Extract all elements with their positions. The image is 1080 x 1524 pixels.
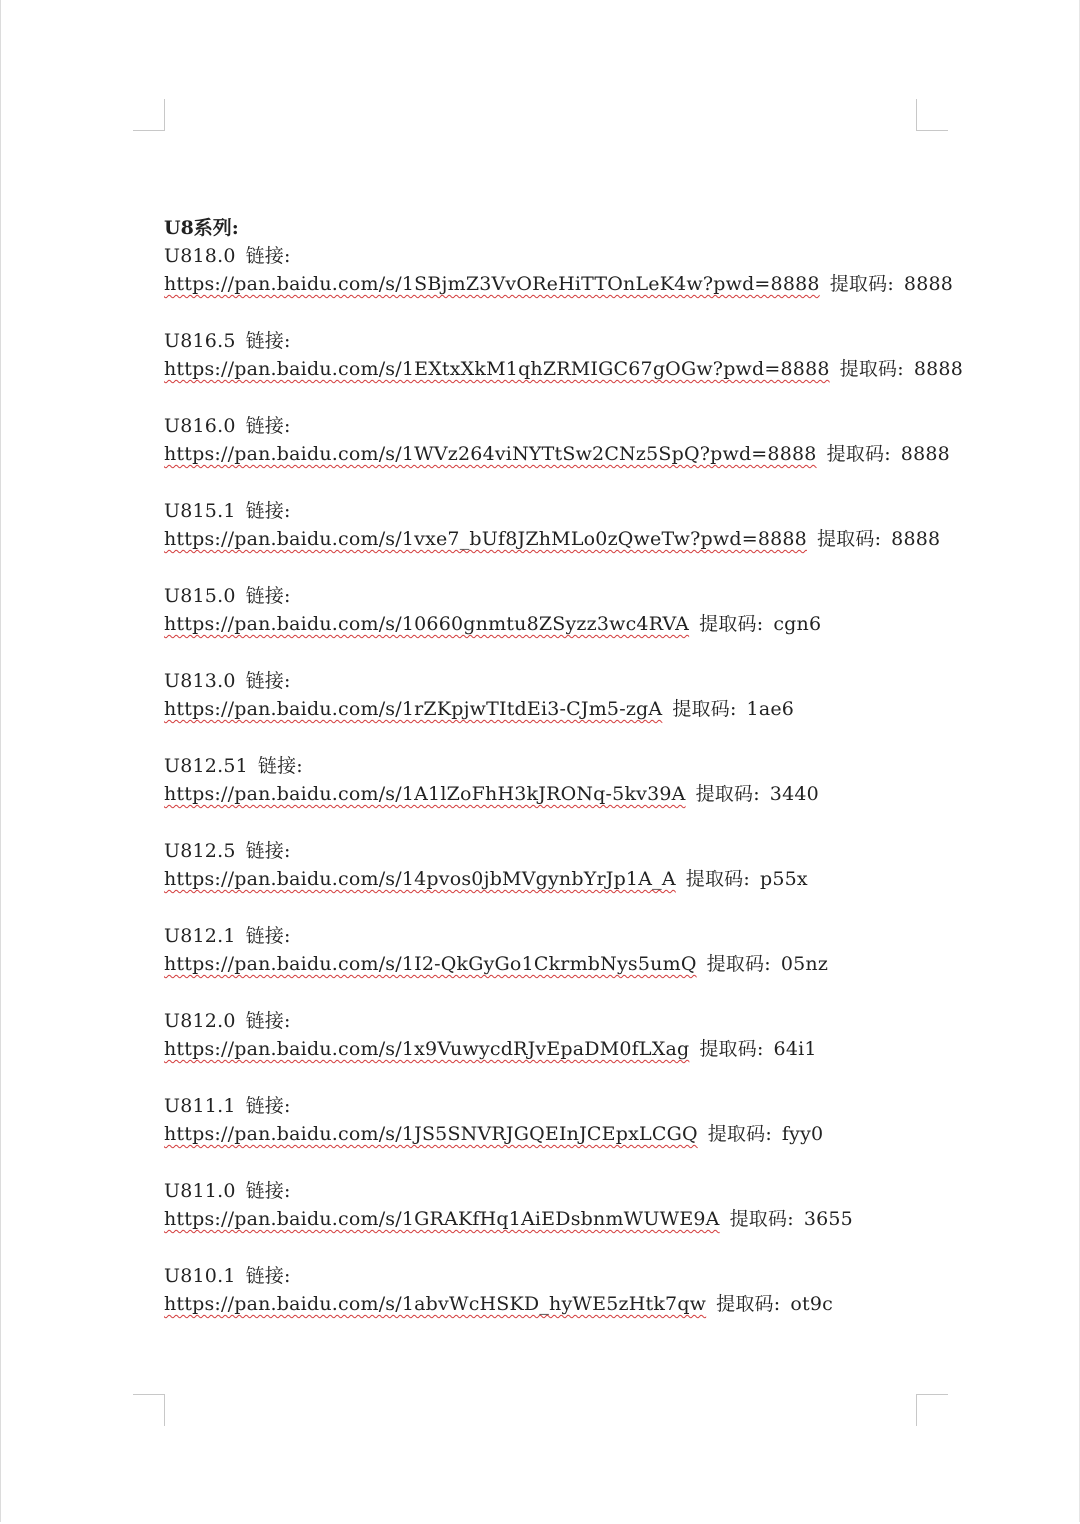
download-link[interactable]: https://pan.baidu.com/s/1vxe7_bUf8JZhMLo0zQweTw?pwd=8888 — [164, 528, 807, 550]
link-entry — [164, 1177, 964, 1262]
code-label: 提取码: — [699, 1038, 764, 1060]
margin-corner-bottom-right — [916, 1394, 948, 1426]
version-number: U813.0 — [164, 670, 236, 692]
version-number: U812.5 — [164, 840, 236, 862]
version-number: U818.0 — [164, 245, 236, 267]
link-entry — [164, 837, 964, 922]
link-entry — [164, 327, 964, 412]
link-line — [164, 695, 964, 723]
version-label — [164, 412, 964, 440]
link-line — [164, 1205, 964, 1233]
link-label: 链接: — [257, 755, 303, 777]
version-label — [164, 327, 964, 355]
version-number: U811.1 — [164, 1095, 236, 1117]
link-line — [164, 355, 964, 383]
code-label: 提取码: — [685, 868, 750, 890]
version-number: U815.0 — [164, 585, 236, 607]
link-label: 链接: — [245, 1265, 291, 1287]
version-label — [164, 497, 964, 525]
link-entry — [164, 922, 964, 1007]
link-label: 链接: — [245, 585, 291, 607]
version-number: U810.1 — [164, 1265, 236, 1287]
link-label: 链接: — [245, 1010, 291, 1032]
version-label — [164, 1262, 964, 1290]
code-value: 05nz — [780, 953, 829, 975]
margin-corner-bottom-left — [133, 1394, 165, 1426]
version-label — [164, 752, 964, 780]
version-label — [164, 1177, 964, 1205]
link-line — [164, 270, 964, 298]
link-line — [164, 865, 964, 893]
version-number: U812.51 — [164, 755, 248, 777]
code-value: 8888 — [903, 273, 954, 295]
link-label: 链接: — [245, 245, 291, 267]
code-value: 1ae6 — [746, 698, 795, 720]
link-entry — [164, 1007, 964, 1092]
link-label: 链接: — [245, 840, 291, 862]
code-label: 提取码: — [695, 783, 760, 805]
code-label: 提取码: — [672, 698, 737, 720]
version-label — [164, 1092, 964, 1120]
code-label: 提取码: — [729, 1208, 794, 1230]
code-value: 8888 — [900, 443, 950, 465]
version-number: U811.0 — [164, 1180, 236, 1202]
version-label — [164, 582, 964, 610]
document-body — [164, 214, 964, 1347]
link-line — [164, 440, 964, 468]
version-label — [164, 922, 964, 950]
section-heading: U8系列: — [164, 217, 239, 239]
code-label: 提取码: — [826, 443, 891, 465]
code-label: 提取码: — [816, 528, 882, 550]
code-label: 提取码: — [707, 1123, 772, 1145]
code-value: 8888 — [891, 528, 941, 550]
link-label: 链接: — [245, 415, 291, 437]
version-number: U812.0 — [164, 1010, 236, 1032]
download-link[interactable]: https://pan.baidu.com/s/1GRAKfHq1AiEDsbnmWUWE9A — [164, 1208, 720, 1230]
code-value: fyy0 — [781, 1123, 824, 1145]
margin-corner-top-left — [133, 99, 165, 131]
code-label: 提取码: — [716, 1293, 781, 1315]
link-label: 链接: — [245, 1095, 291, 1117]
code-value: p55x — [759, 868, 808, 890]
code-value: 3655 — [803, 1208, 853, 1230]
link-entry — [164, 752, 964, 837]
link-entry — [164, 1092, 964, 1177]
download-link[interactable]: https://pan.baidu.com/s/1SBjmZ3VvOReHiTTOnLeK4w?pwd=8888 — [164, 273, 820, 295]
link-list — [164, 242, 964, 1347]
version-label — [164, 667, 964, 695]
version-label — [164, 1007, 964, 1035]
link-entry — [164, 582, 964, 667]
code-value: 8888 — [913, 358, 964, 380]
version-number: U812.1 — [164, 925, 236, 947]
link-line — [164, 1120, 964, 1148]
link-label: 链接: — [245, 670, 291, 692]
link-label: 链接: — [245, 1180, 291, 1202]
code-value: 64i1 — [773, 1038, 817, 1060]
code-label: 提取码: — [829, 273, 894, 295]
code-value: 3440 — [769, 783, 819, 805]
version-label — [164, 242, 964, 270]
link-line — [164, 780, 964, 808]
link-entry — [164, 497, 964, 582]
download-link[interactable]: https://pan.baidu.com/s/10660gnmtu8ZSyzz3wc4RVA — [164, 613, 690, 635]
link-label: 链接: — [245, 330, 291, 352]
code-value: ot9c — [790, 1293, 833, 1315]
version-label — [164, 837, 964, 865]
link-label: 链接: — [245, 925, 291, 947]
version-number: U815.1 — [164, 500, 236, 522]
version-number: U816.5 — [164, 330, 236, 352]
link-line — [164, 610, 964, 638]
link-entry — [164, 412, 964, 497]
version-number: U816.0 — [164, 415, 236, 437]
download-link[interactable]: https://pan.baidu.com/s/1JS5SNVRJGQEInJCEpxLCGQ — [164, 1123, 698, 1145]
download-link[interactable]: https://pan.baidu.com/s/1x9VuwycdRJvEpaDM0fLXag — [164, 1038, 690, 1060]
link-line — [164, 1290, 964, 1318]
download-link[interactable]: https://pan.baidu.com/s/1WVz264viNYTtSw2CNz5SpQ?pwd=8888 — [164, 443, 817, 465]
download-link[interactable]: https://pan.baidu.com/s/14pvos0jbMVgynbYrJp1A_A — [164, 868, 676, 890]
link-entry — [164, 667, 964, 752]
code-label: 提取码: — [706, 953, 771, 975]
margin-corner-top-right — [916, 99, 948, 131]
code-value: cgn6 — [773, 613, 822, 635]
link-line — [164, 950, 964, 978]
code-label: 提取码: — [699, 613, 764, 635]
download-link[interactable]: https://pan.baidu.com/s/1EXtxXkM1qhZRMIGC67gOGw?pwd=8888 — [164, 358, 830, 380]
download-link[interactable]: https://pan.baidu.com/s/1rZKpjwTItdEi3-CJm5-zgA — [164, 698, 663, 720]
link-line — [164, 525, 964, 553]
download-link[interactable]: https://pan.baidu.com/s/1abvWcHSKD_hyWE5zHtk7qw — [164, 1293, 707, 1315]
code-label: 提取码: — [839, 358, 904, 380]
link-entry — [164, 242, 964, 327]
download-link[interactable]: https://pan.baidu.com/s/1A1lZoFhH3kJRONq-5kv39A — [164, 783, 686, 805]
link-label: 链接: — [245, 500, 291, 522]
link-line — [164, 1035, 964, 1063]
download-link[interactable]: https://pan.baidu.com/s/1I2-QkGyGo1CkrmbNys5umQ — [164, 953, 697, 975]
link-entry — [164, 1262, 964, 1347]
